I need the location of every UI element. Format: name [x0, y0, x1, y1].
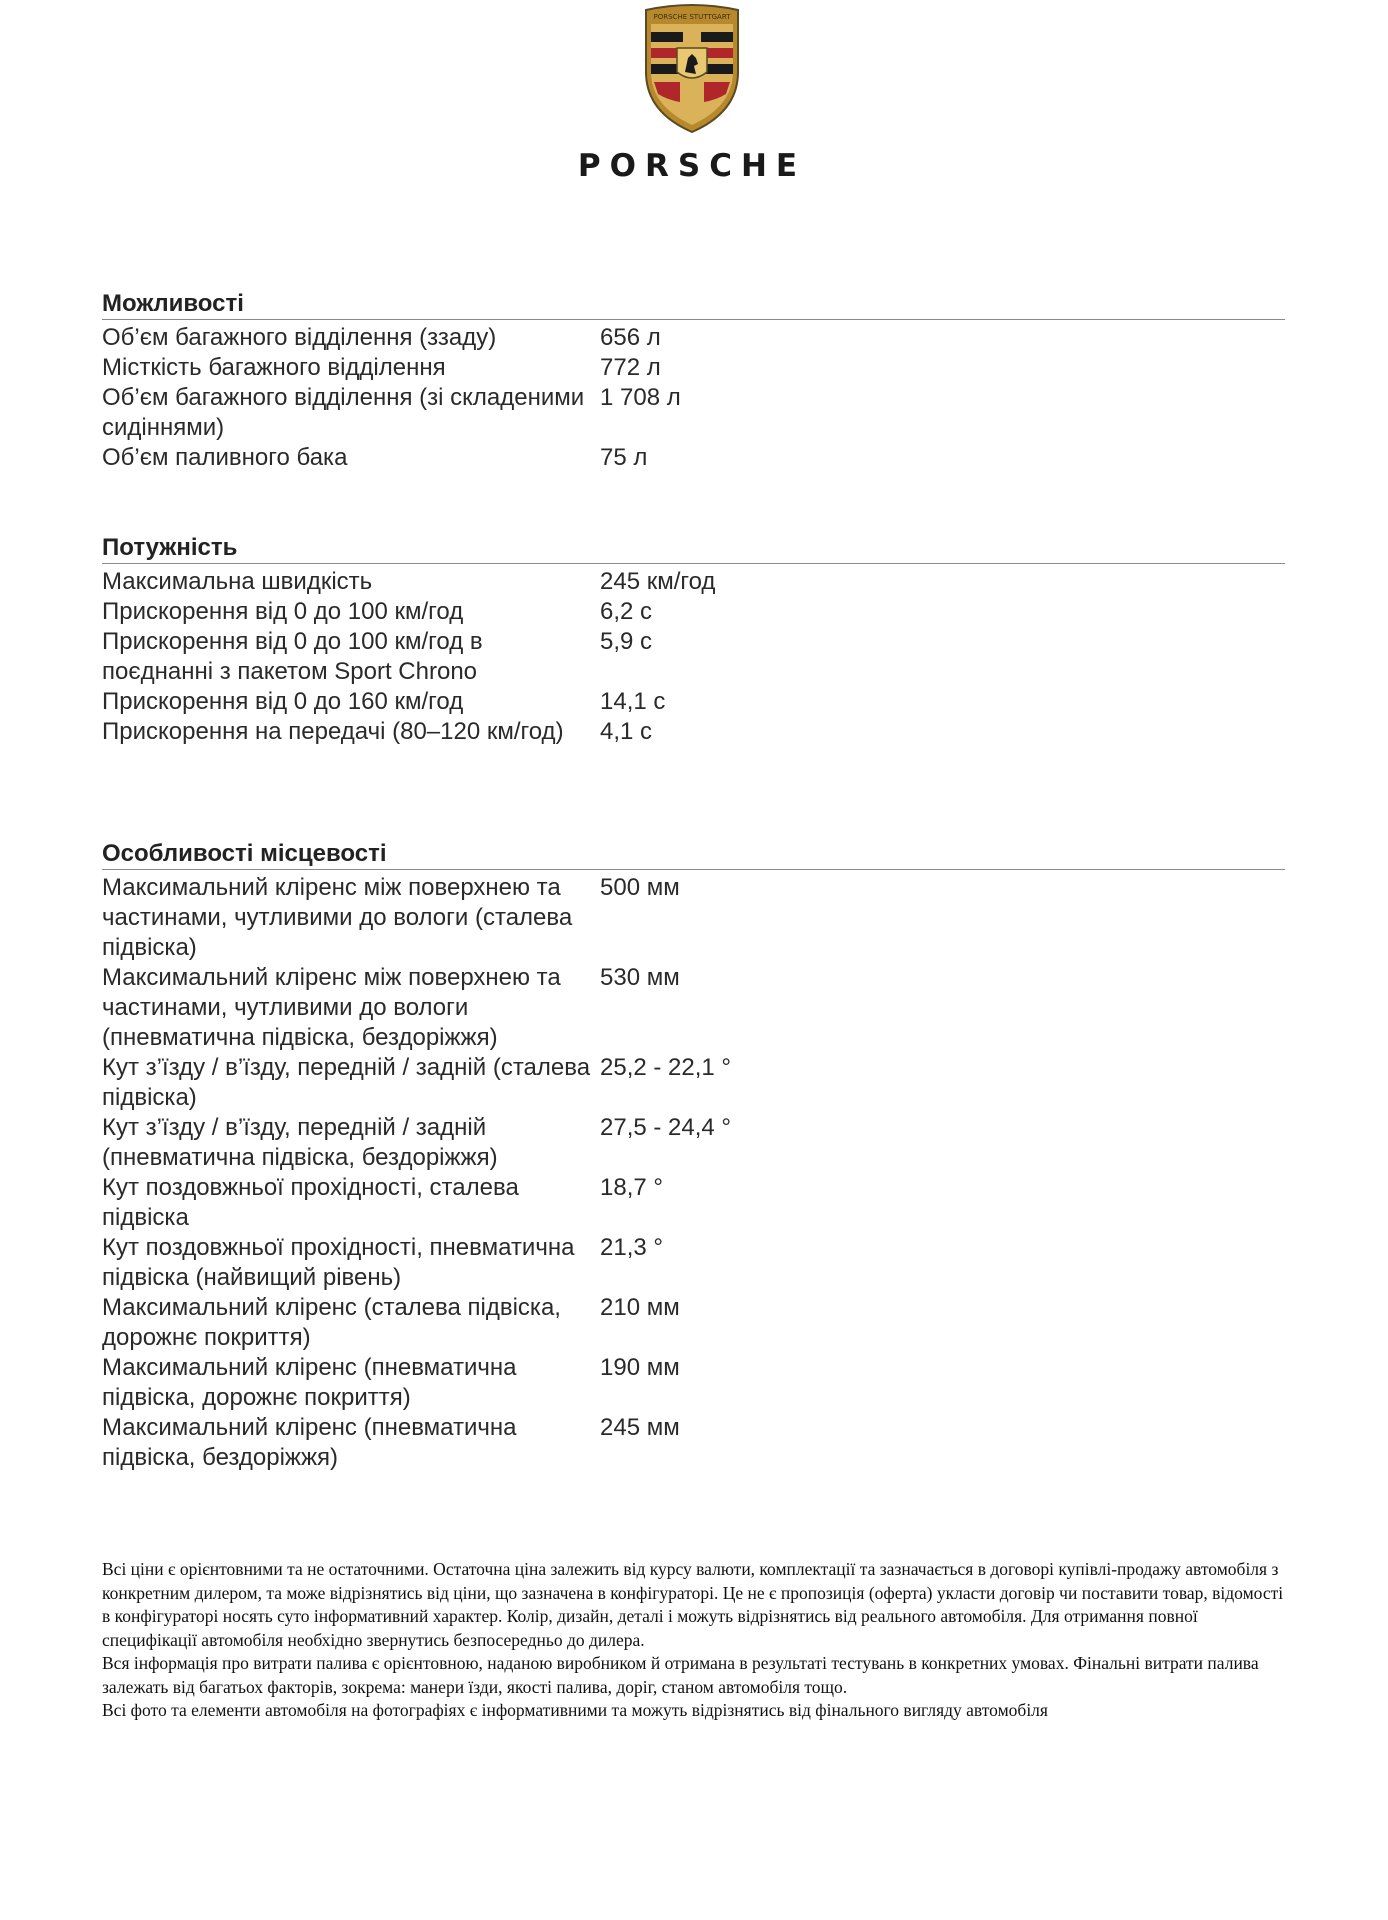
spec-row — [102, 383, 1285, 443]
spec-value: 190 мм — [600, 1354, 680, 1381]
spec-label: Максимальна швидкість — [102, 568, 373, 595]
spec-label: Кут з’їзду / в’їзду, передній / задній (сталева підвіска) — [102, 1054, 591, 1111]
spec-label: Максимальний кліренс між поверхнею та частинами, чутливими до вологи (сталева підвіска) — [102, 874, 573, 961]
spec-label: Місткість багажного відділення — [102, 354, 446, 381]
spec-label: Об’єм багажного відділення (зі складеними сидіннями) — [102, 384, 585, 441]
spec-value: 656 л — [600, 324, 661, 351]
section-title: Потужність — [102, 534, 1285, 564]
spec-label: Максимальний кліренс (сталева підвіска, дорожнє покриття) — [102, 1294, 561, 1351]
section-terrain — [102, 840, 1285, 1473]
spec-value: 245 мм — [600, 1414, 680, 1441]
spec-row — [102, 873, 1285, 963]
spec-row — [102, 1293, 1285, 1353]
spec-value: 21,3 ° — [600, 1234, 663, 1261]
spec-value: 530 мм — [600, 964, 680, 991]
spec-value: 6,2 с — [600, 598, 653, 625]
spec-row — [102, 717, 1285, 747]
logo-block — [0, 0, 1388, 200]
spec-row — [102, 597, 1285, 627]
section-title: Можливості — [102, 290, 1285, 320]
section-title: Особливості місцевості — [102, 840, 1285, 870]
spec-label: Прискорення від 0 до 100 км/год — [102, 598, 464, 625]
section-capabilities — [102, 290, 1285, 473]
spec-label: Прискорення від 0 до 100 км/год в поєднанні з пакетом Sport Chrono — [102, 628, 483, 685]
spec-row — [102, 1173, 1285, 1233]
spec-value: 210 мм — [600, 1294, 680, 1321]
spec-value: 4,1 с — [600, 718, 653, 745]
spec-row — [102, 1353, 1285, 1413]
spec-row — [102, 1113, 1285, 1173]
spec-row — [102, 1053, 1285, 1113]
disclaimer-paragraph: Вся інформація про витрати палива є орієнтовною, наданою виробником й отримана в результаті тестувань в конкретних умовах. Фінальні витрати палива залежать від багатьох факторів, зокрема: манери їзди, якості палива, доріг, станом автомобіля тощо. — [102, 1653, 1259, 1697]
spec-row — [102, 443, 1285, 473]
spec-row — [102, 353, 1285, 383]
disclaimer-paragraph: Всі фото та елементи автомобіля на фотографіях є інформативними та можуть відрізнятись від фінального вигляду автомобіля — [102, 1700, 1048, 1720]
spec-row — [102, 963, 1285, 1053]
spec-label: Прискорення на передачі (80–120 км/год) — [102, 718, 564, 745]
spec-value: 75 л — [600, 444, 648, 471]
crest-text: PORSCHE STUTTGART — [653, 13, 731, 21]
spec-row — [102, 1413, 1285, 1473]
porsche-crest-icon — [640, 2, 744, 134]
spec-value: 1 708 л — [600, 384, 681, 411]
spec-row — [102, 323, 1285, 353]
porsche-wordmark: PORSCHE — [577, 148, 807, 184]
spec-row — [102, 687, 1285, 717]
spec-label: Кут поздовжньої прохідності, сталева підвіска — [102, 1174, 519, 1231]
spec-value: 500 мм — [600, 874, 680, 901]
spec-label: Кут з’їзду / в’їзду, передній / задній (пневматична підвіска, бездоріжжя) — [102, 1114, 498, 1171]
spec-label: Об’єм багажного відділення (ззаду) — [102, 324, 497, 351]
spec-label: Прискорення від 0 до 160 км/год — [102, 688, 464, 715]
spec-value: 5,9 с — [600, 628, 653, 655]
spec-value: 772 л — [600, 354, 661, 381]
spec-row — [102, 567, 1285, 597]
spec-label: Максимальний кліренс (пневматична підвіска, дорожнє покриття) — [102, 1354, 517, 1411]
spec-value: 25,2 - 22,1 ° — [600, 1054, 732, 1081]
section-performance — [102, 534, 1285, 747]
disclaimer — [102, 1558, 1292, 1723]
spec-row — [102, 1233, 1285, 1293]
spec-value: 245 км/год — [600, 568, 716, 595]
spec-value: 27,5 - 24,4 ° — [600, 1114, 732, 1141]
spec-value: 14,1 с — [600, 688, 666, 715]
spec-label: Максимальний кліренс між поверхнею та частинами, чутливими до вологи (пневматична підвіска, бездоріжжя) — [102, 964, 561, 1051]
spec-value: 18,7 ° — [600, 1174, 663, 1201]
spec-label: Кут поздовжньої прохідності, пневматична підвіска (найвищий рівень) — [102, 1234, 575, 1291]
disclaimer-paragraph: Всі ціни є орієнтовними та не остаточними. Остаточна ціна залежить від курсу валюти, комплектації та зазначається в договорі купівлі-продажу автомобіля з конкретним дилером, та може відрізнятись від ціни, що зазначена в конфігураторі. Це не є пропозиція (оферта) укласти договір чи поставити товар, відомості в конфігураторі носять суто інформативний характер. Колір, дизайн, деталі і можуть відрізнятись від реального автомобіля. Для отримання повної специфікації автомобіля необхідно звернутись безпосередньо до дилера. — [102, 1559, 1284, 1650]
spec-row — [102, 627, 1285, 687]
spec-label: Об’єм паливного бака — [102, 444, 348, 471]
spec-label: Максимальний кліренс (пневматична підвіска, бездоріжжя) — [102, 1414, 517, 1471]
